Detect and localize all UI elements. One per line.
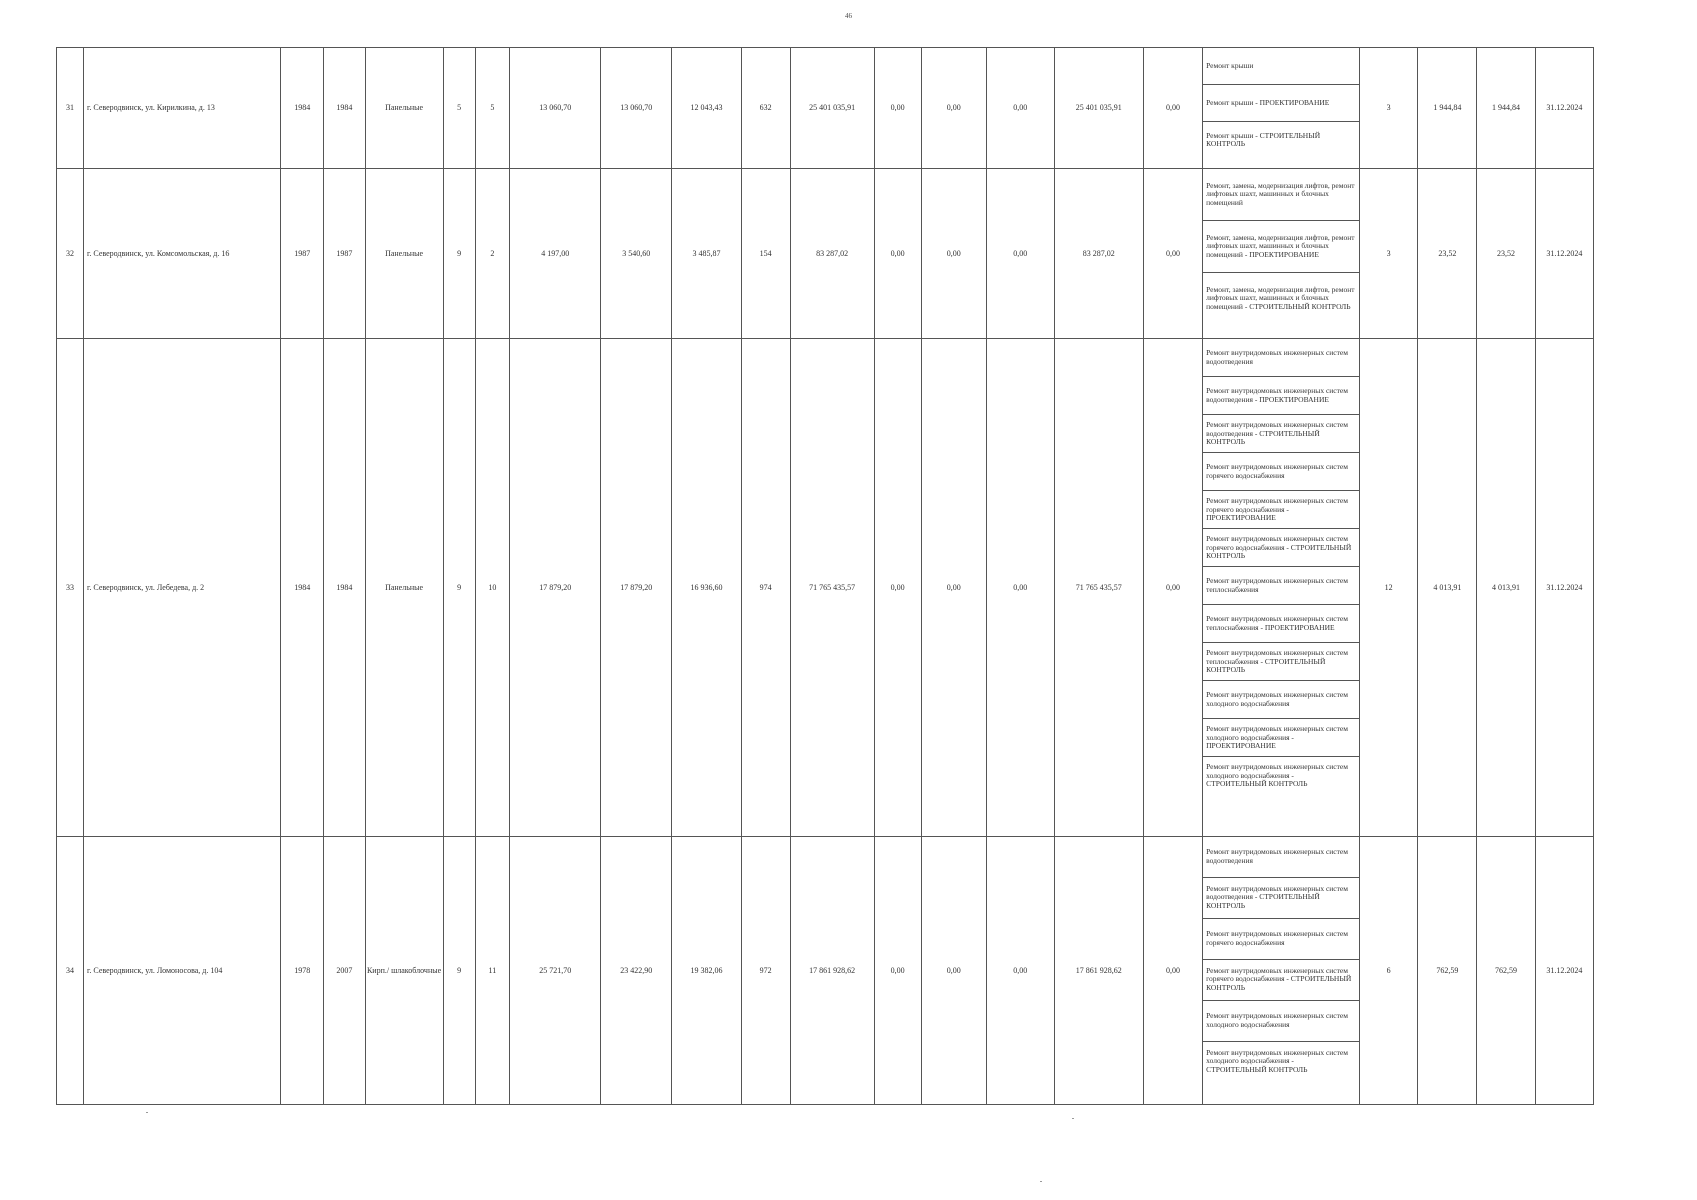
row-number: 34 [57,836,84,1104]
area-rooms-cell: 3 540,60 [601,169,672,339]
year-built-cell: 1984 [281,339,324,836]
residents-cell: 632 [741,48,790,169]
year-commissioned-cell: 1987 [324,169,366,339]
work-item [1203,85,1359,122]
cost-total-cell: 25 401 035,91 [790,48,874,169]
works-cell [1203,836,1360,1104]
entrances-cell: 5 [475,48,509,169]
work-item [1203,605,1359,643]
scan-artifact [146,1112,148,1113]
work-item-label: Ремонт внутридомовых инженерных систем горячего водоснабжения - СТРОИТЕЛЬНЫЙ КОНТРОЛЬ [1206,966,1352,992]
work-item [1203,878,1359,919]
unit-cost-limit-cell: 762,59 [1477,836,1535,1104]
work-item [1203,643,1359,681]
cost-total-cell: 71 765 435,57 [790,339,874,836]
wall-material-cell: Панельные [365,339,443,836]
table-row [57,339,1594,836]
table-row [57,48,1594,169]
works-cell [1203,48,1360,169]
fund-local-cell: 0,00 [986,169,1054,339]
unit-cost-limit-cell: 1 944,84 [1477,48,1535,169]
fund-other-cell: 0,00 [1143,836,1202,1104]
fund-local-cell: 0,00 [986,836,1054,1104]
cost-total-cell: 17 861 928,62 [790,836,874,1104]
work-item-label: Ремонт внутридомовых инженерных систем холодного водоснабжения - СТРОИТЕЛЬНЫЙ КОНТРОЛЬ [1206,762,1348,788]
fund-other-cell: 0,00 [1143,339,1202,836]
work-item-label: Ремонт внутридомовых инженерных систем холодного водоснабжения - СТРОИТЕЛЬНЫЙ КОНТРОЛЬ [1206,1048,1348,1074]
area-total-cell: 17 879,20 [510,339,601,836]
area-living-cell: 3 485,87 [672,169,742,339]
address-cell: г. Северодвинск, ул. Лебедева, д. 2 [84,339,281,836]
fund-regional-cell: 0,00 [921,169,986,339]
area-living-cell: 19 382,06 [672,836,742,1104]
work-item-label: Ремонт внутридомовых инженерных систем теплоснабжения - ПРОЕКТИРОВАНИЕ [1206,614,1348,632]
entrances-cell: 11 [475,836,509,1104]
area-living-cell: 16 936,60 [672,339,742,836]
work-item-label: Ремонт внутридомовых инженерных систем горячего водоснабжения - ПРОЕКТИРОВАНИЕ [1206,496,1348,522]
fund-owners-cell: 25 401 035,91 [1054,48,1143,169]
address-cell: г. Северодвинск, ул. Кирилкина, д. 13 [84,48,281,169]
table-row [57,169,1594,339]
wall-material-cell: Панельные [365,48,443,169]
area-total-cell: 13 060,70 [510,48,601,169]
floors-cell: 9 [443,169,475,339]
year-commissioned-cell: 1984 [324,339,366,836]
works-count-cell: 3 [1360,169,1418,339]
wall-material-cell: Кирп./ шлакоблочные [365,836,443,1104]
address-cell: г. Северодвинск, ул. Комсомольская, д. 16 [84,169,281,339]
work-item-label: Ремонт внутридомовых инженерных систем холодного водоснабжения - ПРОЕКТИРОВАНИЕ [1206,724,1348,750]
work-item [1203,919,1359,960]
area-total-cell: 25 721,70 [510,836,601,1104]
work-item-label: Ремонт внутридомовых инженерных систем водоотведения [1206,348,1348,366]
work-item-label: Ремонт внутридомовых инженерных систем горячего водоснабжения - СТРОИТЕЛЬНЫЙ КОНТРОЛЬ [1206,534,1352,560]
unit-cost-cell: 4 013,91 [1418,339,1477,836]
fund-federal-cell: 0,00 [874,48,921,169]
work-item [1203,567,1359,605]
work-item [1203,339,1359,377]
address-cell: г. Северодвинск, ул. Ломоносова, д. 104 [84,836,281,1104]
work-item [1203,960,1359,1001]
work-item-label: Ремонт внутридомовых инженерных систем водоотведения - СТРОИТЕЛЬНЫЙ КОНТРОЛЬ [1206,884,1348,910]
fund-federal-cell: 0,00 [874,339,921,836]
fund-federal-cell: 0,00 [874,836,921,1104]
work-item [1203,837,1359,878]
works-count-cell: 6 [1360,836,1418,1104]
floors-cell: 9 [443,339,475,836]
work-item-label: Ремонт внутридомовых инженерных систем горячего водоснабжения [1206,462,1348,480]
work-item-label: Ремонт крыши - СТРОИТЕЛЬНЫЙ КОНТРОЛЬ [1206,130,1321,148]
works-cell [1203,169,1360,339]
fund-other-cell: 0,00 [1143,48,1202,169]
work-item [1203,377,1359,415]
unit-cost-limit-cell: 4 013,91 [1477,339,1535,836]
work-item-label: Ремонт внутридомовых инженерных систем горячего водоснабжения [1206,929,1348,947]
year-built-cell: 1987 [281,169,324,339]
deadline-cell: 31.12.2024 [1535,836,1593,1104]
year-commissioned-cell: 1984 [324,48,366,169]
year-commissioned-cell: 2007 [324,836,366,1104]
year-built-cell: 1984 [281,48,324,169]
cost-total-cell: 83 287,02 [790,169,874,339]
work-item-label: Ремонт внутридомовых инженерных систем холодного водоснабжения [1206,690,1348,708]
row-number: 32 [57,169,84,339]
work-item-label: Ремонт крыши [1206,60,1254,70]
table-row [57,836,1594,1104]
year-built-cell: 1978 [281,836,324,1104]
work-item [1203,273,1359,324]
residents-cell: 154 [741,169,790,339]
work-item [1203,491,1359,529]
row-number: 33 [57,339,84,836]
work-item [1203,169,1359,221]
area-rooms-cell: 17 879,20 [601,339,672,836]
work-item-label: Ремонт, замена, модернизация лифтов, ремонт лифтовых шахт, машинных и блочных помещений [1206,180,1355,207]
fund-owners-cell: 17 861 928,62 [1054,836,1143,1104]
work-item [1203,719,1359,757]
unit-cost-cell: 23,52 [1418,169,1477,339]
wall-material-cell: Панельные [365,169,443,339]
deadline-cell: 31.12.2024 [1535,169,1593,339]
work-item [1203,757,1359,794]
work-item [1203,415,1359,453]
work-item [1203,48,1359,85]
deadline-cell: 31.12.2024 [1535,48,1593,169]
work-item-label: Ремонт, замена, модернизация лифтов, ремонт лифтовых шахт, машинных и блочных помещений - СТРОИТЕЛЬНЫЙ КОНТРОЛЬ [1206,284,1355,311]
row-number: 31 [57,48,84,169]
work-item-label: Ремонт внутридомовых инженерных систем водоотведения [1206,847,1348,865]
unit-cost-cell: 1 944,84 [1418,48,1477,169]
works-count-cell: 12 [1360,339,1418,836]
fund-other-cell: 0,00 [1143,169,1202,339]
floors-cell: 5 [443,48,475,169]
works-cell [1203,339,1360,836]
work-item [1203,221,1359,273]
unit-cost-limit-cell: 23,52 [1477,169,1535,339]
work-item-label: Ремонт крыши - ПРОЕКТИРОВАНИЕ [1206,97,1330,107]
deadline-cell: 31.12.2024 [1535,339,1593,836]
fund-federal-cell: 0,00 [874,169,921,339]
scan-artifact [1072,1118,1074,1119]
fund-local-cell: 0,00 [986,48,1054,169]
floors-cell: 9 [443,836,475,1104]
work-item-label: Ремонт внутридомовых инженерных систем водоотведения - ПРОЕКТИРОВАНИЕ [1206,386,1348,404]
fund-owners-cell: 71 765 435,57 [1054,339,1143,836]
work-item-label: Ремонт внутридомовых инженерных систем теплоснабжения [1206,576,1348,594]
work-item [1203,1042,1359,1082]
work-item [1203,122,1359,158]
work-item [1203,453,1359,491]
fund-regional-cell: 0,00 [921,339,986,836]
fund-owners-cell: 83 287,02 [1054,169,1143,339]
entrances-cell: 10 [475,339,509,836]
residents-cell: 972 [741,836,790,1104]
fund-regional-cell: 0,00 [921,48,986,169]
unit-cost-cell: 762,59 [1418,836,1477,1104]
works-count-cell: 3 [1360,48,1418,169]
page-number: 46 [845,12,852,20]
work-item [1203,1001,1359,1042]
work-item-label: Ремонт внутридомовых инженерных систем теплоснабжения - СТРОИТЕЛЬНЫЙ КОНТРОЛЬ [1206,648,1348,674]
area-rooms-cell: 23 422,90 [601,836,672,1104]
area-total-cell: 4 197,00 [510,169,601,339]
work-item [1203,529,1359,567]
work-item-label: Ремонт, замена, модернизация лифтов, ремонт лифтовых шахт, машинных и блочных помещений - ПРОЕКТИРОВАНИЕ [1206,232,1355,259]
work-item [1203,681,1359,719]
area-rooms-cell: 13 060,70 [601,48,672,169]
entrances-cell: 2 [475,169,509,339]
fund-regional-cell: 0,00 [921,836,986,1104]
table-body [57,48,1594,1105]
capital-repair-table [56,47,1594,1105]
scan-artifact [1040,1181,1042,1182]
fund-local-cell: 0,00 [986,339,1054,836]
work-item-label: Ремонт внутридомовых инженерных систем водоотведения - СТРОИТЕЛЬНЫЙ КОНТРОЛЬ [1206,420,1348,446]
work-item-label: Ремонт внутридомовых инженерных систем холодного водоснабжения [1206,1011,1348,1029]
residents-cell: 974 [741,339,790,836]
area-living-cell: 12 043,43 [672,48,742,169]
